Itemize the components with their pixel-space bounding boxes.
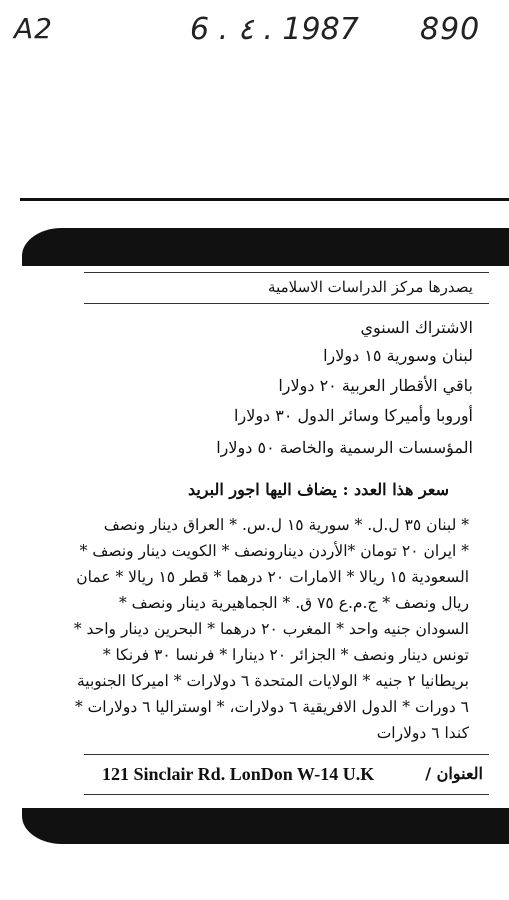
subscription-heading: الاشتراك السنوي [360,318,473,337]
subscription-line: أوروبا وأميركا وسائر الدول ٣٠ دولارا [234,406,473,425]
price-line: ريال ونصف * ج.م.ع ٧٥ ق. * الجماهيرية دينار ونصف * [118,594,469,612]
bottom-black-band [22,808,509,844]
divider-publisher [84,303,489,304]
divider-address-top [84,754,489,755]
price-line: * لبنان ٣٥ ل.ل. * سورية ١٥ ل.س. * العراق دينار ونصف [103,516,469,534]
price-line: كندا ٦ دولارات [376,724,469,742]
price-line: السودان جنيه واحد * المغرب ٢٠ درهما * البحرين دينار واحد * [73,620,469,638]
subscription-line: لبنان وسورية ١٥ دولارا [323,346,473,365]
handwritten-date: 6 . ٤ . 1987 [190,12,359,47]
price-line: ٦ دورات * الدول الافريقية ٦ دولارات، * اوستراليا ٦ دولارات * [74,698,469,716]
price-line: السعودية ١٥ ريالا * الامارات ٢٠ درهما * قطر ١٥ ريالا * عمان [76,568,469,586]
address-value: 121 Sinclair Rd. LonDon W-14 U.K [102,764,375,784]
subscription-line: باقي الأقطار العربية ٢٠ دولارا [278,376,473,395]
price-line: بريطانيا ٢ جنيه * الولايات المتحدة ٦ دولارات * اميركا الجنوبية [76,672,469,690]
divider-address-bottom [84,794,489,795]
price-line: * ايران ٢٠ تومان *الأردن دينارونصف * الكويت دينار ونصف * [79,542,469,560]
price-line: تونس دينار ونصف * الجزائر ٢٠ دينارا * فرنسا ٣٠ فرنكا * [102,646,469,664]
issue-price-list [56,512,469,746]
issue-price-heading: سعر هذا العدد : يضاف اليها اجور البريد [187,480,449,499]
subscription-line: المؤسسات الرسمية والخاصة ٥٠ دولارا [216,438,473,457]
handwritten-number: 890 [420,12,481,47]
publisher-line: يصدرها مركز الدراسات الاسلامية [268,278,473,296]
address-row [84,762,489,790]
top-black-band [22,228,509,266]
address-label: العنوان / [425,764,483,783]
handwritten-ref: A2 [14,12,53,45]
top-rule [20,198,509,201]
divider-top [84,272,489,273]
